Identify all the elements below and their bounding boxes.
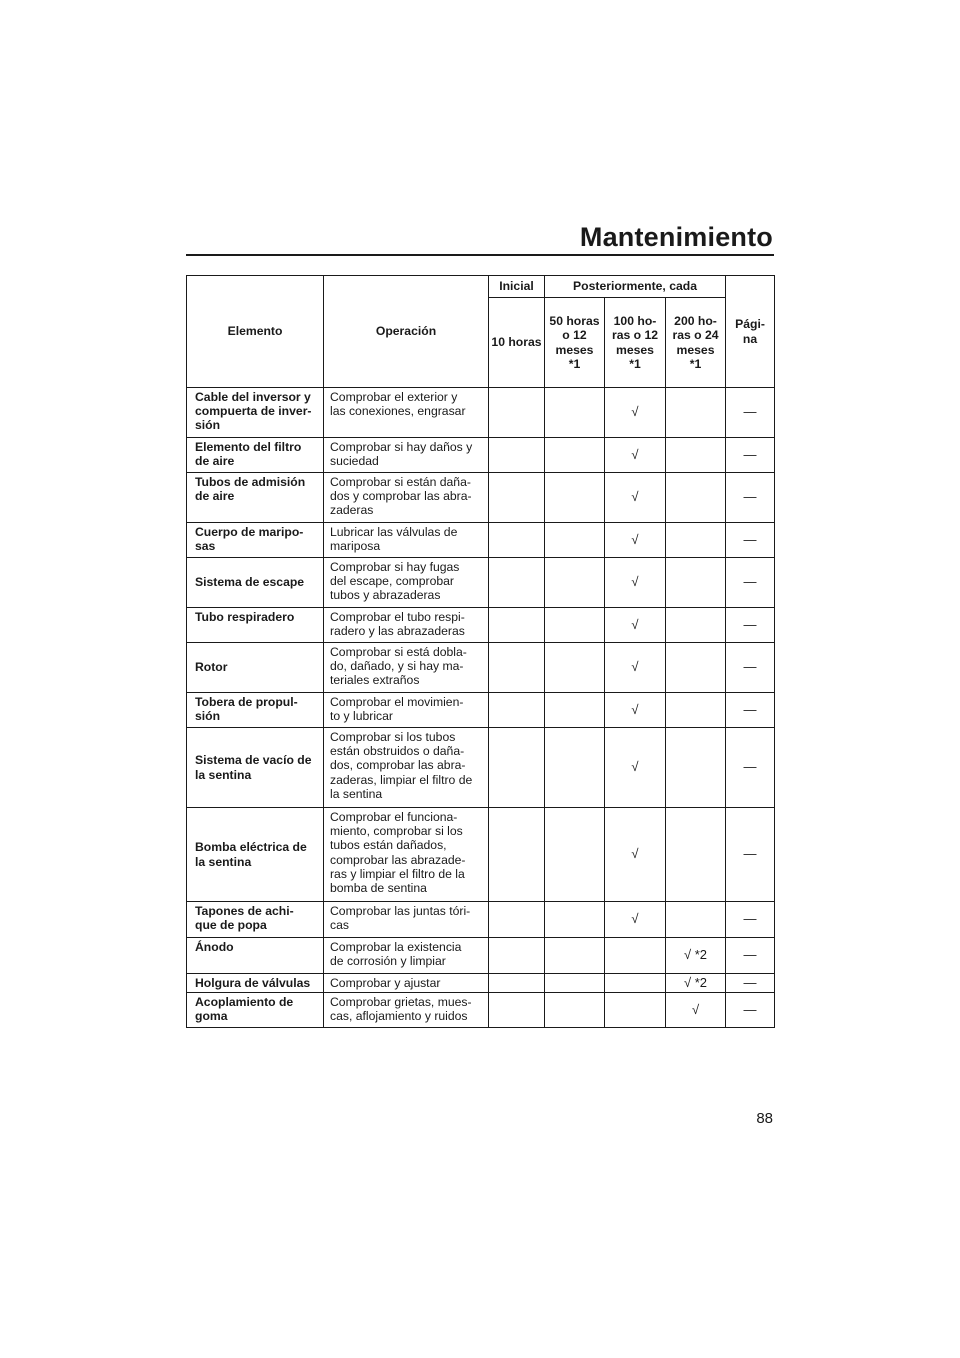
- row-200-horas-cell: [666, 388, 726, 438]
- row-elemento-cell: Cable del inversor y compuerta de inver- sión: [187, 388, 324, 438]
- table-row: [187, 473, 775, 523]
- row-100-horas-cell: √: [605, 643, 666, 693]
- table-row: [187, 993, 775, 1028]
- row-pagina-cell: —: [726, 473, 775, 523]
- header-inicial: Inicial: [489, 276, 545, 298]
- row-pagina-cell: —: [726, 608, 775, 643]
- row-10-horas-cell: [489, 808, 545, 902]
- row-pagina-cell: —: [726, 974, 775, 993]
- row-200-horas-cell: √ *2: [666, 938, 726, 974]
- row-100-horas-cell: √: [605, 523, 666, 558]
- row-200-horas-cell: [666, 643, 726, 693]
- row-pagina-cell: —: [726, 693, 775, 728]
- row-50-horas-cell: [545, 438, 605, 473]
- row-50-horas-cell: [545, 974, 605, 993]
- row-100-horas-cell: [605, 974, 666, 993]
- row-operacion-cell: Comprobar la existencia de corrosión y limpiar: [324, 938, 489, 974]
- row-elemento-cell: Acoplamiento de goma: [187, 993, 324, 1028]
- row-100-horas-cell: √: [605, 693, 666, 728]
- table-row: [187, 938, 775, 974]
- row-10-horas-cell: [489, 388, 545, 438]
- header-10-horas: 10 horas: [489, 298, 545, 388]
- row-elemento-cell: Ánodo: [187, 938, 324, 974]
- row-50-horas-cell: [545, 643, 605, 693]
- row-100-horas-cell: √: [605, 438, 666, 473]
- table-row: [187, 388, 775, 438]
- table-row: [187, 728, 775, 808]
- row-elemento-cell: Elemento del filtro de aire: [187, 438, 324, 473]
- row-10-horas-cell: [489, 643, 545, 693]
- table-row: [187, 608, 775, 643]
- row-operacion-cell: Comprobar grietas, mues- cas, aflojamiento y ruidos: [324, 993, 489, 1028]
- row-10-horas-cell: [489, 974, 545, 993]
- row-pagina-cell: —: [726, 902, 775, 938]
- row-50-horas-cell: [545, 523, 605, 558]
- table-row: [187, 693, 775, 728]
- row-10-horas-cell: [489, 728, 545, 808]
- row-200-horas-cell: [666, 728, 726, 808]
- row-10-horas-cell: [489, 608, 545, 643]
- row-100-horas-cell: √: [605, 473, 666, 523]
- row-pagina-cell: —: [726, 993, 775, 1028]
- row-elemento-cell: Rotor: [187, 643, 324, 693]
- row-50-horas-cell: [545, 728, 605, 808]
- row-pagina-cell: —: [726, 438, 775, 473]
- page-number: 88: [756, 1110, 773, 1127]
- row-50-horas-cell: [545, 608, 605, 643]
- row-10-horas-cell: [489, 473, 545, 523]
- row-elemento-cell: Bomba eléctrica de la sentina: [187, 808, 324, 902]
- row-200-horas-cell: √: [666, 993, 726, 1028]
- row-50-horas-cell: [545, 388, 605, 438]
- table-row: [187, 558, 775, 608]
- row-200-horas-cell: [666, 808, 726, 902]
- row-pagina-cell: —: [726, 523, 775, 558]
- header-operacion: Operación: [324, 276, 489, 388]
- row-elemento-cell: Tubos de admisión de aire: [187, 473, 324, 523]
- row-50-horas-cell: [545, 993, 605, 1028]
- row-50-horas-cell: [545, 808, 605, 902]
- row-elemento-cell: Tubo respiradero: [187, 608, 324, 643]
- row-operacion-cell: Comprobar el funciona- miento, comprobar si los tubos están dañados, comprobar las abrazade- ras y limpiar el filtro de la bomba de sentina: [324, 808, 489, 902]
- header-pagina: Pági- na: [726, 276, 775, 388]
- row-10-horas-cell: [489, 523, 545, 558]
- row-operacion-cell: Comprobar y ajustar: [324, 974, 489, 993]
- table-row: [187, 523, 775, 558]
- row-200-horas-cell: [666, 473, 726, 523]
- row-elemento-cell: Tobera de propul- sión: [187, 693, 324, 728]
- row-operacion-cell: Comprobar las juntas tóri- cas: [324, 902, 489, 938]
- row-elemento-cell: Sistema de escape: [187, 558, 324, 608]
- row-100-horas-cell: [605, 938, 666, 974]
- maintenance-table: [186, 275, 775, 1028]
- row-50-horas-cell: [545, 902, 605, 938]
- title-rule: [186, 254, 774, 256]
- row-operacion-cell: Comprobar si están daña- dos y comprobar las abra- zaderas: [324, 473, 489, 523]
- row-200-horas-cell: [666, 523, 726, 558]
- row-10-horas-cell: [489, 558, 545, 608]
- row-pagina-cell: —: [726, 388, 775, 438]
- row-operacion-cell: Comprobar el tubo respi- radero y las abrazaderas: [324, 608, 489, 643]
- row-10-horas-cell: [489, 993, 545, 1028]
- row-100-horas-cell: √: [605, 808, 666, 902]
- row-100-horas-cell: √: [605, 388, 666, 438]
- header-100-horas: 100 ho- ras o 12 meses *1: [605, 298, 666, 388]
- row-100-horas-cell: √: [605, 728, 666, 808]
- row-200-horas-cell: [666, 558, 726, 608]
- row-200-horas-cell: √ *2: [666, 974, 726, 993]
- row-operacion-cell: Comprobar si los tubos están obstruidos o daña- dos, comprobar las abra- zaderas, limpiar el filtro de la sentina: [324, 728, 489, 808]
- table-row: [187, 643, 775, 693]
- header-posteriormente: Posteriormente, cada: [545, 276, 726, 298]
- row-200-horas-cell: [666, 693, 726, 728]
- page-title: Mantenimiento: [579, 222, 773, 252]
- row-elemento-cell: Holgura de válvulas: [187, 974, 324, 993]
- row-10-horas-cell: [489, 438, 545, 473]
- row-100-horas-cell: [605, 993, 666, 1028]
- row-100-horas-cell: √: [605, 558, 666, 608]
- row-100-horas-cell: √: [605, 902, 666, 938]
- row-50-horas-cell: [545, 473, 605, 523]
- header-elemento: Elemento: [187, 276, 324, 388]
- row-operacion-cell: Lubricar las válvulas de mariposa: [324, 523, 489, 558]
- row-elemento-cell: Cuerpo de maripo- sas: [187, 523, 324, 558]
- row-200-horas-cell: [666, 608, 726, 643]
- row-operacion-cell: Comprobar el exterior y las conexiones, engrasar: [324, 388, 489, 438]
- row-10-horas-cell: [489, 938, 545, 974]
- row-200-horas-cell: [666, 438, 726, 473]
- row-200-horas-cell: [666, 902, 726, 938]
- row-operacion-cell: Comprobar si hay fugas del escape, comprobar tubos y abrazaderas: [324, 558, 489, 608]
- row-50-horas-cell: [545, 558, 605, 608]
- row-50-horas-cell: [545, 938, 605, 974]
- row-operacion-cell: Comprobar si hay daños y suciedad: [324, 438, 489, 473]
- row-10-horas-cell: [489, 902, 545, 938]
- row-elemento-cell: Tapones de achi- que de popa: [187, 902, 324, 938]
- table-row: [187, 808, 775, 902]
- row-10-horas-cell: [489, 693, 545, 728]
- row-operacion-cell: Comprobar el movimien- to y lubricar: [324, 693, 489, 728]
- row-pagina-cell: —: [726, 808, 775, 902]
- row-pagina-cell: —: [726, 938, 775, 974]
- row-pagina-cell: —: [726, 643, 775, 693]
- header-50-horas: 50 horas o 12 meses *1: [545, 298, 605, 388]
- row-elemento-cell: Sistema de vacío de la sentina: [187, 728, 324, 808]
- table-row: [187, 974, 775, 993]
- row-50-horas-cell: [545, 693, 605, 728]
- row-pagina-cell: —: [726, 558, 775, 608]
- row-100-horas-cell: √: [605, 608, 666, 643]
- header-200-horas: 200 ho- ras o 24 meses *1: [666, 298, 726, 388]
- table-row: [187, 438, 775, 473]
- row-pagina-cell: —: [726, 728, 775, 808]
- table-row: [187, 902, 775, 938]
- row-operacion-cell: Comprobar si está dobla- do, dañado, y si hay ma- teriales extraños: [324, 643, 489, 693]
